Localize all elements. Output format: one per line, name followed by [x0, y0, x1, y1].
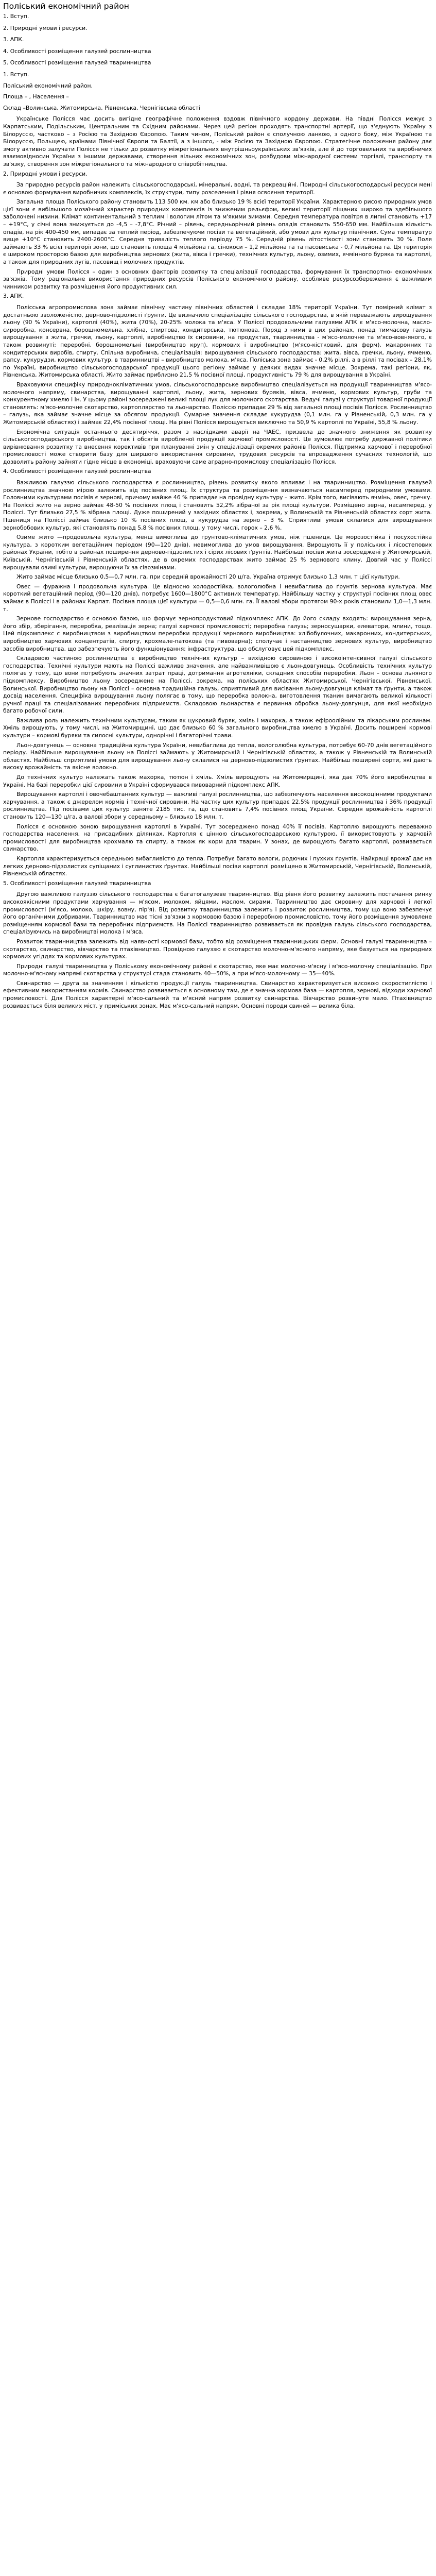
paragraph: Загальна площа Поліського району становить 113 500 км. км або близько 19 % всієї території України. Характерною рисою природних умов цієї зони є вибільшого мозаїчний характер природних комплексів із зниженим рельєфом, великі території піщаних широко та здебільшого заболочені низини. Клімат континентальний з теплим і вологим літом та м'якими зимами. Середня температура повітря в липні становить +17 – +19°С, у січні вона знижується до -4,5 – -7,8°С. Річний – рівень, середньорічний рівень опадів становить 550-650 мм. Найбільша кількість опадів, на рік 400-450 мм, випадає за теплий період, забезпечуючи посіви та вегетаційний, або умови для культур північних. Сума температур вище +10°С становить 2400-2600°С. Середня тривалість теплого періоду 75 %. Середній рівень літостікості зони становить 30 %. Поля займають 33 % всієї території зони, що становить площа 4 мільйона га, сінокоси – 1,2 мільйона га та пасовиська - 0,7 мільйона га. Ця територія є широком просторою базою для виробництва зернових (жита, вівса і гречки), технічних культур, льону, озимих, ячмінного буряка та картоплі, а також для природних лугів, пасовищ і молочних продуктів.	[3, 198, 432, 266]
paragraph: Розвиток тваринництва залежить від наявності кормової бази, тобто від розміщення тваринницьких ферм. Основні галузі тваринництва – скотарство, свинарство, вівчарство та птахівництво. Провідною галуззю є скотарство молочно-м'ясного напряму, яке базується на природних кормових угіддях та кормових культурах.	[3, 938, 432, 960]
section-heading: 1. Вступ.	[3, 71, 29, 78]
paragraph: Природні умови Полісся – один з основних факторів розвитку та спеціалізації господарства, формування їх транспортно- економічних зв'язків. Тому раціональне використання природних ресурсів Поліського економічного району, особливе ресурсозбереження є важливим чинником розвитку та розміщення його продуктивних сил.	[3, 268, 432, 290]
section-apk	[3, 293, 432, 466]
paragraph: Полісська агропромислова зона займає північну частину північних областей і складає 18% території України. Тут помірний клімат з достатньою зволоженістю, дерново-підзолисті ґрунти. Це визначило спеціалізацію сільського господарства, в якій переважають вирощування льону (90 % України), картоплі (40%), жита (70%), 20-25% молока та м'яса. У Поліссі продовольчими галузями АПК є м'ясо-молочна, масло-сироробна, консервна, борошномельна, хлібна, спиртова, кондитерська, тютюнова. Поряд з ними в цих районах, понад тимчасову галузь вирощування з жита, гречки, льону, картоплі, виробництво їх сировини, на продуктах, тваринництва - м'ясо-молочне та м'ясо-вовняного, є також розвинуті: переробні, борошномельні (виробництво круп), кормових і виробництво (м'ясо-кістковий, для ферм), макаронних та кондитерських виробів, спирту. Спільна виробнича, спеціалізація: вирощування сільського господарства: жита, вівса, гречки, льону, ячменю, рапсу, кукурудзи, кормових культур, в тваринництві – виробництво молока, м'яса. Поліська зона займає - 0,2% ріллі, а в ріллі та посівах – 28,1% по Україні, виробництво сільськогосподарської продукції цього регіону займає у деяких видах значне місце. Зокрема, такі регіони, як, Рівненська, Житомирська області. Жито займає приблизно 21,5 % посівної площі, продуктивність 79 % для вирощування в Україні.	[3, 304, 432, 379]
section-nature	[3, 171, 432, 291]
paragraph: Вирощування картоплі і овочебаштанних культур — важливі галузі рослинництва, що забезпечують населення високоцінними продуктами харчування, а також є джерелом кормів і технічної сировини. На частку цих культур припадає 22,5% продукції рослинництва і 36% продукції рослинництва. Під посівами цих культур заняте 2185 тис. га, що становить 7,4% посівних площ України. Середня врожайність картоплі становить 120—130 ц/га, а валові збори у середньому – близько 18 млн. т.	[3, 791, 432, 820]
paragraph: Льон-довгунець — основна традиційна культура України, невибаглива до тепла, вологолюбна культура, потребує 60-70 днів вегетаційного періоду. Найбільше вирощування льону на Поліссі займають у Житомирській і Чернігівській областях, а також у Рівненській та Волинській областях. Найбільш сприятливі умови для вирощування льону склалися на дерново-підзолистих ґрунтах. Найбільш поширені сорти, які дають високу врожайність та якісне волокно.	[3, 741, 432, 771]
paragraph: Економічна ситуація останнього десятиріччя, разом з наслідками аварії на ЧАЕС, призвела до значного зниження як розвитку сільськогосподарського виробництва, так і обсягів виробленої продукції харчової промисловості. Це зумовлює потребу державної політики вирівнювання розвитку та внесення корективів при плануванні змін у спеціалізації окремих районів Полісся. Підтримка харчової і переробної промисловості може створити базу для ширшого використання сировини, трудових ресурсів та впровадження сучасних технологій, що дозволить району зайняти гідне місце в економіці, враховуючи саме аграрно-промислову спеціалізацію Полісся.	[3, 428, 432, 465]
section-livestock	[3, 880, 432, 1010]
paragraph: Овес — фуражна і продовольча культура. Це відносно холодостійка, вологолюбна і невибаглива до ґрунтів зернова культура. Має короткий вегетаційний період (90—120 днів), потребує 1600—1800°С активних температур. Найбільшу частку у структурі посівних площ овес займає в Поліссі і в районах Карпат. Посівна площа цієї культури — 0,5—0,6 млн. га. Її валові збори протягом 90-х років становили 1,0—1,3 млн. т.	[3, 583, 432, 613]
paragraph: Свинарство — друга за значенням і кількістю продукції галузь тваринництва. Свинарство характеризується високою скоростиглістю і ефективним використанням кормів. Свинарство розвивається в основному там, де є значна кормова база — картопля, зернові, відходи харчової промисловості. Для Полісся характерні м'ясо-сальний та м'ясний напрям розвитку свинарства. Вівчарство розвинуте мало. Птахівництво розвивається біля великих міст, у приміських зонах. Має м'ясо-сальний напрям, Основні породи свиней — велика біла.	[3, 979, 432, 1009]
composition-line: Склад –Волинська, Житомирська, Рівненська, Чернігівська області	[3, 104, 200, 111]
section-subheading: Поліський економічний район.	[3, 82, 93, 89]
section-crops	[3, 468, 432, 877]
section-heading: 5. Особливості розміщення галузей тваринництва	[3, 879, 151, 887]
paragraph: Другою важливою галуззю сільського господарства є багатогалузеве тваринництво. Від рівня його розвитку залежить постачання ринку високоякісними продуктами харчування — м'ясом, молоком, яйцями, маслом, сирами. Тваринництво дає сировину для харчової і легкої промисловості (м'ясо, молоко, шкіру, вовну, пір'я). Від розвитку тваринництва залежить і розвиток рослинництва, тому що воно забезпечує його органічними добривами. Тваринництво має тісні зв'язки з кормовою базою і переробною промисловістю, тому його розміщення зумовлене розміщенням кормової бази та переробних підприємств. На Поліссі тваринництво розвивається як провідна галузь сільського господарства, спеціалізуючись на виробництві молока і м'яса.	[3, 891, 432, 936]
page-title: Поліський економічний район	[3, 2, 129, 11]
toc-item: 1. Вступ.	[3, 13, 29, 20]
paragraph: Враховуючи специфіку природнокліматичних умов, сільськогосподарське виробництво спеціалізується на продукції тваринництва м'ясо-молочного напряму, свинарства, вирощуванні картоплі, льону, жита, зернових буряків, вівса, ячменю, кормових культур, груби та конкурентному хмелю і ін. У цьому районі зосереджені великі площі лук для молочного скотарства. Ведучі галузі у структурі товарної продукції становлять: м'ясо-молочне скотарство, картоплярство та льонарство. Поліссю припадає 29 % від загальної площі посівів Полісся. Рослинництво – галузь, яка займає значне місце за обсягом продукції. Сумарне значення складає кукурудза (0,1 млн. га у Рівненській, 0,3 млн. га у Житомирській областях) і займає 22,4% посівної площі. На рівні Полісся вирощується виключно та 50,9 % картоплі по Україні, 55,8 % льону.	[3, 381, 432, 426]
paragraph: Озиме жито —продовольча культура, менш вимоглива до грунтово-кліматичних умов, ніж пшениця. Це морозостійка і посухостійка культура, з коротким вегетаційним періодом (90—120 днів), невимоглива до умов вирощування. Вирощують її у поліських і лісостепових районах України, тобто в районах поширення дерново-підзолистих і сірих лісових ґрунтів. Найбільші посіви жита зосереджені у Житомирській, Київській, Чернігівській і Рівненській областях, де в окремих господарствах жито займає 25 % зернового клину. Довгий час у Поліссі вирощували озимі культури, вирощуючи їх за сівозмінами.	[3, 534, 432, 571]
area-population-line: Площа – , Населення –	[3, 93, 69, 100]
paragraph: Складовою частиною рослинництва є виробництво технічних культур – вихідною сировиною і високоінтенсивної галузі сільського господарства. Технічні культури мають на Поліссі важливе значення, але найважливішою є льон-довгунець. Особливість технічних культур полягає у тому, що вони потребують значних затрат праці, дотримання агротехніки, складних способів переробки. Льон – основа льняного підкомплексу. Виробництво льону зосереджене на Поліссі, зокрема, на поліських областях Житомирської, Чернігівської, Рівненської, Волинської. Виробництво льону на Поліссі – основна традиційна галузь, сприятливий для висівання льону-довгунця клімат та ґрунти, а також досвід населення. Специфіка вирощування льону полягає в тому, що переробка волокна, виготовлення тканин вимагають великої кількості ручної праці та спеціалізованих переробних підприємств. Складовою льонарства є первинна обробка льону-довгунця, для якої необхідно багато робочої сили.	[3, 655, 432, 715]
paragraph: За природно ресурсів район належить сільськогосподарські, мінеральні, водні, та рекреаційні. Природні сільськогосподарські ресурси мені є основою формування виробничих комплексів, їх структури, типу розселення і рівня освоєння території.	[3, 181, 432, 196]
paragraph: Важлива роль належить технічним культурам, таким як цукровий буряк, хміль і махорка, а також ефіроолійним та лікарським рослинам. Хміль вирощують, у тому числі, на Житомирщині, що дає близько 60 % загального виробництва хмелю в Україні. Досить поширені кормові культури – кормові буряки та силосні культури, однорічні і багаторічні трави.	[3, 717, 432, 739]
paragraph: Зернове господарство є основою базою, що формує зернопродуктовий підкомплекс АПК. До його складу входять: вирощування зерна, його збір, зберігання, переробка, реалізація зерна; галузі харчової промисловості; переробна галузь; зерносушарки, елеватори, млини, тощо. Цей підкомплекс с виробництвом з виробництвом переробки продукції зернового виробництва: хлібобулочних, макаронних, кондитерських, виробництво харчових концентратів, спирту, крохмале-патокова (та пивоварна); сполучає і настанництво зернових культур, виробництво засобів виробництва, що забезпечують його функціонування; інфраструктура, що обслуговує цей підкомплекс.	[3, 615, 432, 652]
paragraph: Важливою галуззю сільського господарства є рослинництво, рівень розвитку якого впливає і на тваринництво. Розміщення галузей рослинництва значною мірою залежить від посівних площ. Їх структура та розміщення визначаються насамперед природними умовами. Головними культурами посівів є зернові, причому майже 46 % припадає на провідну культуру – жито. Крім того, висівають ячмінь, овес, гречку. На Поліссі жито на зерно займає 48-50 % посівних площ і становить 52,2% зібраної за рік площі культури. Розміщено зерна, насамперед, у Поліссі. Тут близько 27,5 % зібрана площі. Дуже поширений у західних областях і, зокрема, у Волинській та Рівненській областях сорт жита. Пшениця на Поліссі займає близько 10 % посівних площ, а кукурудза на зерно – 3 %. Сприятливі умови склалися для вирощування зернобобових культур, які становлять понад 5,8 % посівних площ, у тому числі, горох – 2,6 %.	[3, 479, 432, 531]
paragraph: До технічних культур належать також махорка, тютюн і хміль. Хміль вирощують на Житомирщині, яка дає 70% його виробництва в Україні. На базі переробки цієї сировини в Україні сформувався пивоварний підкомплекс АПК.	[3, 774, 432, 788]
toc-item: 3. АПК.	[3, 36, 24, 43]
table-of-contents	[3, 13, 432, 67]
toc-item: 4. Особливості розміщення галузей рослинництва	[3, 47, 151, 55]
section-intro	[3, 71, 432, 168]
paragraph: Картопля характеризується середньою вибагливістю до тепла. Потребує багато вологи, родючих і пухких ґрунтів. Найкращі врожаї дає на легких дерново-підзолистих супіщаних і суглинистих ґрунтах. Найбільші посіви картоплі розміщено в Житомирській, Чернігівській, Волинській, Рівненській областях.	[3, 855, 432, 877]
paragraph: Українське Полісся має досить вигідне географічне положення вздовж північного кордону держави. На півдні Полісся межує з Карпатським, Подільським, Центральним та Східним районами. Через цей регіон проходять транспортні артерії, що з'єднують Україну з Білоруссю, частково – з Росією та Західною Європою. Таким чином, Поліський район є сполучною ланкою, з одного боку, між Україною та Білоруссю, Польщею, країнами Північної Європи та Балтії, а з іншого, - між Росією та Західною Європою. Стратегічне положення району дає змогу активно залучати Полісся не тільки до розвитку міжрегіональних внутрішньоукраїнських зв'язків, але й до торговельних та виробничих взаємовідносин України з іншими державами, створення вільних економічних зон, розбудови міжнародної системи торгівлі, транспорту та зв'язку, створення зон міжрегіонального та міжнародного співробітництва.	[3, 115, 432, 167]
section-heading: 3. АПК.	[3, 293, 24, 300]
toc-item: 5. Особливості розміщення галузей тваринництва	[3, 59, 151, 66]
document	[0, 0, 436, 1017]
paragraph: Жито займає місце близько 0,5—0,7 млн. га, при середній врожайності 20 ц/га. Україна отримує близько 1,3 млн. т цієї культури.	[16, 573, 400, 581]
section-heading: 2. Природні умови і ресурси.	[3, 170, 88, 177]
section-heading: 4. Особливості розміщення галузей рослинництва	[3, 468, 151, 475]
toc-item: 2. Природні умови і ресурси.	[3, 24, 88, 31]
paragraph: Природні галузі тваринництва у Поліському економічному районі є скотарство, яке має молочно-м'ясну і м'ясо-молочну спеціалізацію. При молочно-м'ясному напрямі скотарства у структурі стада становить 40—50%, а при м'ясо-молочному — 35—40%.	[3, 962, 432, 977]
paragraph: Полісся є основною зоною вирощування картоплі в Україні. Тут зосереджено понад 40% її посівів. Картоплю вирощують переважно господарства населення, на присадибних ділянках. Картопля є цінною сільськогосподарською культурою, її використовують у харчовій промисловості для виробництва крохмалю та спирту, а також як корм для тварин. У зонах, де вирощують багато картоплі, розвивається свинарство.	[3, 823, 432, 853]
